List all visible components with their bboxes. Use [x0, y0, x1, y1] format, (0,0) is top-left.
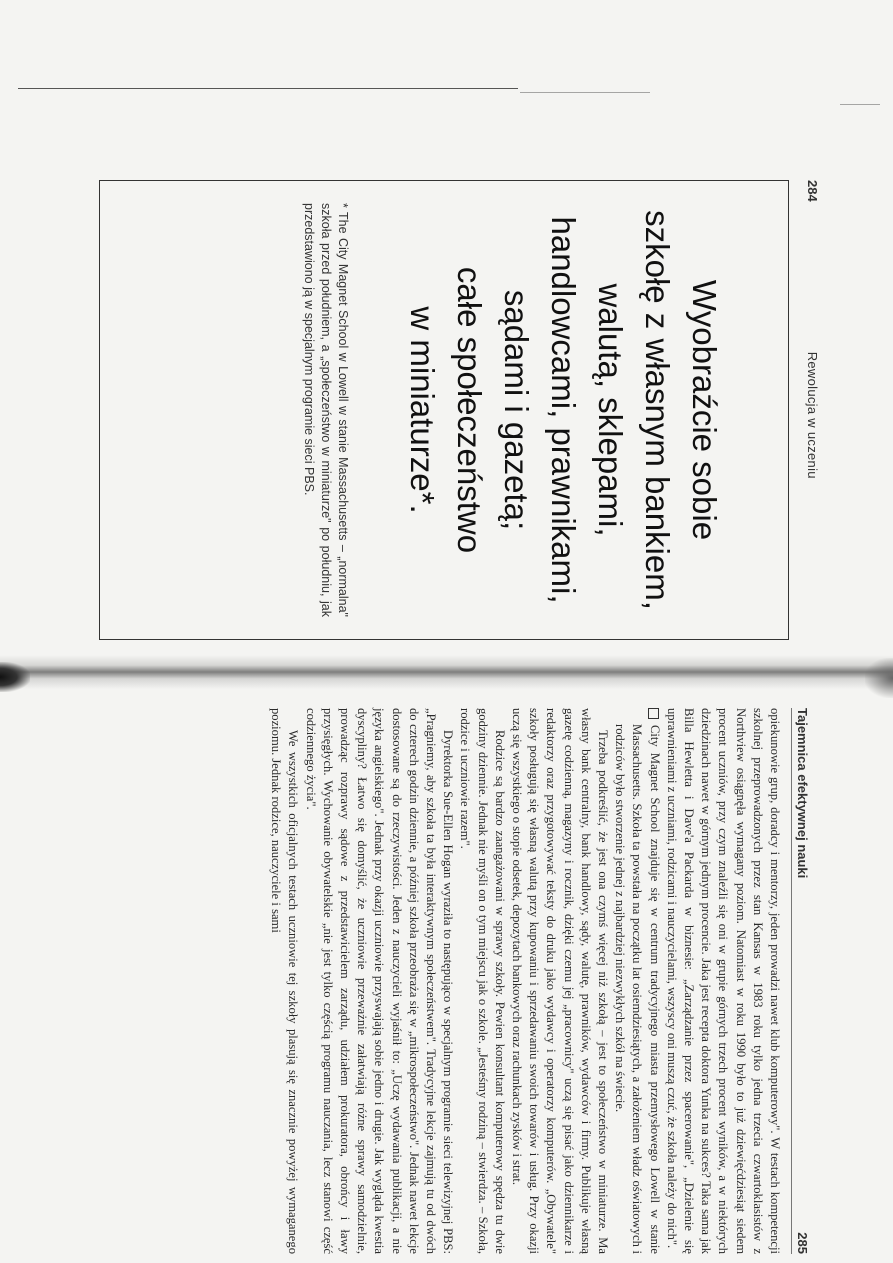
checkbox-bullet-icon: [648, 708, 659, 719]
right-section-title: Tajemnica efektywnej nauki: [795, 708, 810, 879]
paragraph-text: We wszystkich oficjalnych testach uczniowie tej szkoły plasują się znacznie powyżej wymaganego poziomu. Jednak rodzice, nauczyciele i sami: [269, 708, 301, 1254]
quote-line: szkołę z własnym bankiem,: [639, 210, 676, 610]
paragraph-text: Trzeba podkreślić, że jest ona czymś więcej niż szkołą – jest to społeczeństwo w miniaturze. Ma własny bank centralny, bank handlowy, sądy, walutę, prawników, wydawców i firmy. Publikuje własną gazetę codzienną, magazyny i rocznik, dzięki czemu jej „pracownicy" uczą się pisać jako dziennikarze i redaktorzy oraz przygotowywać teksty do druku jako wydawcy i operatorzy komputerów. „Obywatele" szkoły posługują się własną walutą przy kupowaniu i sprzedawaniu swoich towarów i usług. Przy okazji uczą się wszystkiego o stopie odsetek, depozytach bankowych oraz rachunkach zysków i strat.: [509, 708, 610, 1254]
pull-quote: [399, 203, 728, 617]
paragraph: [611, 708, 663, 1254]
paragraph-text: opiekunowie grup, doradcy i mentorzy, jeden prowadzi nawet klub komputerowy". W testach kompetencji szkolnej przeprowadzonych przez stan Kansas w 1983 roku tylko jedna trzecia czwartoklasistów z Northview osiągnęła wymagany poziom. Natomiast w roku 1990 było to już dziewięćdziesiąt siedem procent uczniów, przy czym znaleźli się oni w grupie górnych trzech procent wyników, a w niektórych dziedzinach nawet w górnym jednym procencie. Jaka jest recepta doktora Yunka na sukces? Taka sama jak Billa Hewletta i Dave'a Packarda w biznesie: „Zarządzanie przez spacerowanie", „Dzielenie się uprawnieniami z uczniami, rodzicami i nauczycielami, wszyscy oni muszą czuć, że szkoła należy do nich".: [664, 708, 782, 1254]
footnote: * The City Magnet School w Lowell w stanie Massachusetts – „normalna" szkoła przed południem, a „społeczeństwo w miniaturze" po południu, jak przedstawiono ją w specjalnym programie sieci PBS.: [302, 203, 350, 617]
quote-line: całe społeczeństwo: [451, 266, 488, 554]
left-page: [80, 180, 820, 640]
paragraph: [663, 708, 783, 1254]
paragraph: [301, 708, 456, 1254]
body-text: [267, 708, 783, 1254]
quote-line: handlowcami, prawnikami,: [545, 216, 582, 604]
quote-line: w miniaturze*.: [404, 306, 441, 514]
paragraph-text: Rodzice są bardzo zaangażowani w sprawy szkoły. Pewien konsultant komputerowy spędza tu dwie godziny dziennie. Jednak nie myśli on o tym miejscu jak o szkole. „Jesteśmy rodziną – stwierdza. – Szkoła, rodzice i uczniowie razem".: [458, 708, 507, 1254]
paragraph: [508, 708, 611, 1254]
quote-box: [99, 180, 789, 640]
paragraph-text: City Magnet School znajduje się w centrum tradycyjnego miasta przemysłowego Lowell w stanie Massachusetts. Szkoła ta powstała na początku lat osiemdziesiątych, a założeniem władz oświatowych i rodziców było stworzenie jednej z najbardziej niezwykłych szkół na świecie.: [613, 724, 662, 1254]
book-spine-shadow: [0, 655, 893, 689]
right-page: [70, 708, 810, 1254]
scan-edge-line: [520, 92, 650, 93]
book-spine-right-edge: [865, 658, 893, 698]
quote-line: walutą, sklepami,: [592, 283, 629, 537]
left-page-number: 284: [805, 180, 820, 202]
left-running-head: [805, 180, 820, 640]
book-spine-dark-edge: [0, 662, 30, 692]
scan-edge-line: [18, 88, 518, 89]
scan-edge-line: [840, 104, 880, 105]
quote-line: Wyobraźcie sobie: [686, 279, 723, 541]
quote-line: sądami i gazetą;: [498, 289, 535, 531]
paragraph: [456, 708, 508, 1254]
paragraph-text: Dyrektorka Sue-Ellen Hogan wyraziła to następująco w specjalnym programie sieci telewizyjnej PBS: „Pragniemy, aby szkoła ta była interaktywnym społeczeństwem". Tradycyjne lekcje zajmują tu od dwóch do czterech godzin dziennie, a później szkoła przeobraża się w „mikrospołeczeństwo". Jednak nawet lekcje dostosowane są do rzeczywistości. Jeden z nauczycieli wyjaśnił to: „Uczę wydawania publikacji, a nie języka angielskiego". Jednak przy okazji uczniowie przyswajają sobie jedno i drugie. Jak wygląda kwestia dyscypliny? Łatwo się domyślić, że uczniowie przeważnie załatwiają różne sprawy samodzielnie, prowadząc rozprawy sądowe z przedstawicielem zarządu, udziałem prokuratora, obrońcy i ławy przysięgłych. Wychowanie obywatelskie „nie jest tylko częścią programu nauczania, lecz stanowi część codziennego życia".: [303, 708, 456, 1254]
right-page-number: 285: [795, 1232, 810, 1254]
paragraph: [267, 708, 301, 1254]
right-running-head: [791, 708, 810, 1254]
left-section-title: Rewolucja w uczeniu: [805, 351, 820, 479]
